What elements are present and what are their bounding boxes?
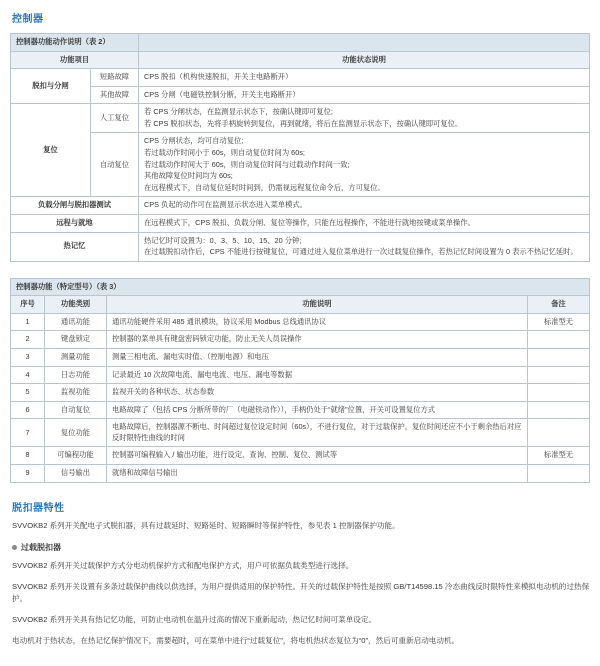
table-row <box>11 104 590 133</box>
table2-header-function: 功能项目 <box>11 51 139 69</box>
page-title-controller: 控制器 <box>12 14 44 25</box>
table2-desc-short-circuit: CPS 脱扣（机构快速脱扣，开关主电路断开） <box>139 69 590 87</box>
table2-sub-other-fault: 其他故障 <box>91 86 139 104</box>
table2-desc-auto-reset-line2: 若过载动作时间小于 60s，则自动复位时间为 60s; <box>144 148 305 158</box>
table-row <box>11 133 590 197</box>
trip-paragraph-3: SVVOKB2 系列开关具有热记忆功能，可防止电动机在温升过高的情况下重新起动，热记忆时间可菜单设定。 <box>12 615 377 625</box>
trip-intro-paragraph: SVVOKB2 系列开关配电子式脱扣器，具有过载延时、短路延时、短路瞬时等保护特性，参见表 1 控制器保护功能。 <box>12 520 400 530</box>
table3-row1-no: 1 <box>11 313 45 331</box>
table3-header-remark: 备注 <box>527 296 589 314</box>
page-title-trip-characteristics: 脱扣器特性 <box>12 502 65 514</box>
table-controller-functions <box>10 33 590 262</box>
bullet-dot-icon <box>12 545 17 550</box>
table3-row3-no: 3 <box>11 348 45 366</box>
table2-caption-right <box>139 34 590 52</box>
table2-caption-row <box>11 34 590 52</box>
table-row <box>11 465 590 483</box>
table3-row6-category: 自动复位 <box>45 401 107 419</box>
table3-row5-remark <box>527 384 589 402</box>
subsection-overload-trip-label: 过载脱扣器 <box>21 542 61 552</box>
table-row <box>11 69 590 87</box>
table3-row4-desc: 记录最近 10 次故障电流、漏电电流、电压、漏电等数据 <box>107 366 528 384</box>
table3-row7-category: 复位功能 <box>45 419 107 447</box>
table2-desc-thermal-memory-line2: 在过载脱扣动作后，CPS 不能进行按键复位，可通过进入复位菜单进行一次过载复位操作，若热记忆时间设置为 0 表示不热记忆延时。 <box>144 247 578 257</box>
table3-row8-category: 可编程功能 <box>45 447 107 465</box>
table3-row2-category: 键盘锁定 <box>45 331 107 349</box>
table3-header-no: 序号 <box>11 296 45 314</box>
table2-sub-short-circuit: 短路故障 <box>91 69 139 87</box>
table-row <box>11 401 590 419</box>
table3-row5-no: 5 <box>11 384 45 402</box>
table3-row4-remark <box>527 366 589 384</box>
table2-desc-manual-reset-line1: 若 CPS 分闸状态，在监测显示状态下，按确认键即可复位; <box>144 107 333 117</box>
table-row <box>11 419 590 447</box>
table-row <box>11 313 590 331</box>
table3-row6-no: 6 <box>11 401 45 419</box>
table-row <box>11 232 590 261</box>
table3-header-row <box>11 296 590 314</box>
table3-row3-desc: 测量三相电流、漏电实时值、（控制电源）和电压 <box>107 348 528 366</box>
table3-caption-row <box>11 278 590 296</box>
table2-desc-auto-reset-line4: 其他故障复位时间均为 60s; <box>144 171 233 181</box>
table3-row4-no: 4 <box>11 366 45 384</box>
table2-desc-auto-reset-line1: CPS 分闸状态，均可自动复位; <box>144 136 244 146</box>
table3-row9-remark <box>527 465 589 483</box>
table-row <box>11 214 590 232</box>
table3-row2-no: 2 <box>11 331 45 349</box>
table2-group-reset: 复位 <box>11 104 91 197</box>
table3-row9-no: 9 <box>11 465 45 483</box>
table2-sub-manual-reset: 人工复位 <box>91 104 139 133</box>
table3-row3-remark <box>527 348 589 366</box>
table3-row9-category: 信号输出 <box>45 465 107 483</box>
table2-caption: 控制器功能动作说明（表 2） <box>11 34 139 52</box>
table2-desc-manual-reset <box>139 104 590 133</box>
table3-row8-remark: 标准型无 <box>527 447 589 465</box>
table2-group-load-test: 负载分闸与脱扣器测试 <box>11 197 139 215</box>
table3-row7-no: 7 <box>11 419 45 447</box>
table3-row8-no: 8 <box>11 447 45 465</box>
table2-desc-thermal-memory-line1: 热记忆时可设置为：0、3、5、10、15、20 分钟; <box>144 235 302 245</box>
table3-row5-desc: 监视开关的各种状态、状态参数 <box>107 384 528 402</box>
table3-caption: 控制器功能（特定型号）（表 3） <box>11 278 590 296</box>
table-row <box>11 447 590 465</box>
table2-group-remote-local: 远程与就地 <box>11 214 139 232</box>
table3-row7-remark <box>527 419 589 447</box>
table2-desc-thermal-memory <box>139 232 590 261</box>
table-row <box>11 366 590 384</box>
table3-row8-desc: 控制器可编程输入 / 输出功能，进行设定、查询、控制、复位、测试等 <box>107 447 528 465</box>
table3-header-category: 功能类别 <box>45 296 107 314</box>
table2-desc-manual-reset-line2: 若 CPS 脱扣状态，先将手柄旋转到复位，再到就绪，将后在监测显示状态下，按确认键即可复位。 <box>144 118 463 128</box>
table-row <box>11 384 590 402</box>
table3-row7-desc: 电路故障后，控制器源不断电、时间超过复位设定时间（60s），不进行复位，对于过载保护，复位时间还应不小于剩余热后对应反时限特性曲线的时间 <box>107 419 528 447</box>
table3-row5-category: 监视功能 <box>45 384 107 402</box>
table3-row2-remark <box>527 331 589 349</box>
trip-paragraph-4: 电动机对于热状态，在热记忆保护情况下，需要超时，可在菜单中进行“过载复位”，将电机热状态复位为“0”，然后可重新启动电动机。 <box>12 636 460 646</box>
table-row <box>11 86 590 104</box>
table2-desc-auto-reset-line3: 若过载动作时间大于 60s，则自动复位时间与过载动作时间一致; <box>144 159 350 169</box>
table3-row6-remark <box>527 401 589 419</box>
table3-row9-desc: 就绪和故障信号输出 <box>107 465 528 483</box>
table-row <box>11 197 590 215</box>
table-row <box>11 331 590 349</box>
table2-desc-auto-reset-line5: 在远程模式下，自动复位延时时间到，仍需视远程复位命令后，方可复位。 <box>144 182 385 192</box>
trip-paragraph-2: SVVOKB2 系列开关设置有多条过载保护曲线以供选择，为用户提供适用的保护特性。开关的过载保护特性是按照 GB/T14598.15 冷态曲线反时限特性来模拟电动机的过热保护。 <box>12 581 590 604</box>
table-controller-optional-functions <box>10 278 590 483</box>
table2-desc-auto-reset <box>139 133 590 197</box>
table2-desc-load-test: CPS 负起的动作可在监测显示状态进入菜单模式。 <box>139 197 590 215</box>
table3-row6-desc: 电路故障了（包括 CPS 分断所带的厂（电磁铁动作）），手柄仍处于“就绪”位置，开关可设置复位方式 <box>107 401 528 419</box>
table3-row3-category: 测量功能 <box>45 348 107 366</box>
table3-row1-remark: 标准型无 <box>527 313 589 331</box>
trip-paragraph-1: SVVOKB2 系列开关过载保护方式分电动机保护方式和配电保护方式，用户可依据负载类型进行选择。 <box>12 560 354 570</box>
table2-desc-remote-local: 在远程模式下，CPS 脱扣、负载分闸、复位等操作，只能在远程操作，不能进行就地按键或菜单操作。 <box>139 214 590 232</box>
table3-row2-desc: 控制器的菜单具有键盘密码锁定功能，防止无关人员误操作 <box>107 331 528 349</box>
table2-desc-other-fault: CPS 分闸（电磁铁控制分断，开关主电路断开） <box>139 86 590 104</box>
table-row <box>11 348 590 366</box>
table3-row4-category: 日志功能 <box>45 366 107 384</box>
table3-row1-desc: 通讯功能硬件采用 485 通讯模块，协议采用 Modbus 总线通讯协议 <box>107 313 528 331</box>
table3-row1-category: 通讯功能 <box>45 313 107 331</box>
table2-group-trip: 脱扣与分闸 <box>11 69 91 104</box>
table2-header-row <box>11 51 590 69</box>
subsection-overload-trip <box>12 542 590 553</box>
table2-header-desc: 功能状态说明 <box>139 51 590 69</box>
table2-group-thermal-memory: 热记忆 <box>11 232 139 261</box>
table2-sub-auto-reset: 自动复位 <box>91 133 139 197</box>
table3-header-desc: 功能说明 <box>107 296 528 314</box>
